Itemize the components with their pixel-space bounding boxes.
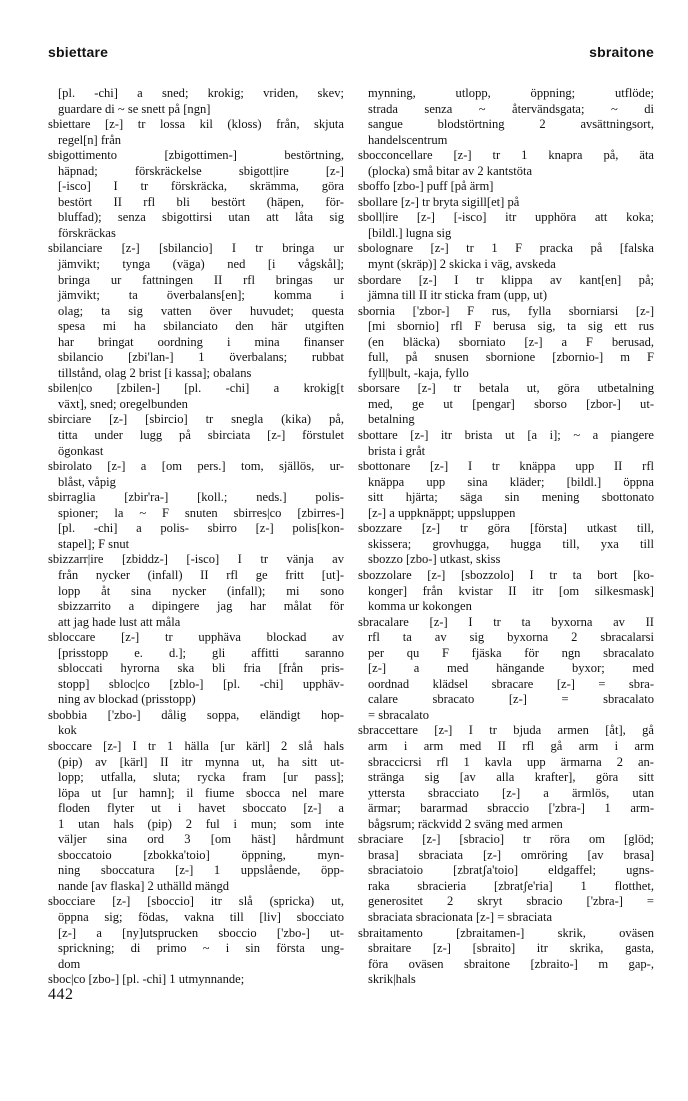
dictionary-entry [358, 568, 654, 615]
dictionary-entry [48, 117, 344, 148]
entry-line: sbocciare [z-] [sboccio] itr slå (spricka) ut, [48, 894, 344, 909]
dictionary-entry [358, 179, 654, 195]
entry-line: förskräckas [58, 225, 116, 240]
entry-line: ögonkast [58, 443, 104, 458]
entry-line: titta under lugg på sbirciata [z-] förstulet [58, 428, 344, 443]
entry-line: sbozzo [zbo-] utkast, skiss [368, 552, 501, 567]
entry-line: sprickning; di primo ~ i sin första ung- [58, 941, 344, 956]
entry-line: sbigottimento [zbigottimen-] bestörtning, [48, 148, 344, 163]
dictionary-entry [48, 490, 344, 552]
entry-line: sbloccati hyrorna ska bli fria [från pris- [58, 661, 344, 676]
dictionary-entry [48, 708, 344, 739]
entry-line: bestört II rfl bli bestört (häpen, för- [58, 194, 344, 209]
entry-line: stränga sig [av alla krafter], göra sitt [368, 770, 654, 785]
entry-line: [-isco] I tr förskräcka, skrämma, göra [58, 179, 344, 194]
entry-line: stapel]; F snut [58, 536, 130, 551]
dictionary-entry [48, 412, 344, 459]
entry-line: nande [av flaska] 2 uthälld mängd [58, 878, 230, 893]
entry-line: sbizzarrito a dipingere jag har målat för [58, 599, 344, 614]
entry-line: floden flyter ut i havet sboccato [z-] a [58, 801, 344, 816]
entry-line: bågsrum; räckvidd 2 sväng med armen [368, 816, 563, 831]
entry-line: sbozzolare [z-] [sbozzolo] I tr ta bort [ko- [358, 567, 654, 582]
entry-line: generositet 2 skryt sbracio ['zbra-] = [368, 894, 654, 909]
running-header [48, 44, 654, 60]
right-column [358, 86, 654, 988]
dictionary-entry [358, 148, 654, 179]
entry-line: mynt (skräp)] 2 skicka i väg, avskeda [368, 257, 556, 272]
entry-line: [z-] a med hängande byxor; med [368, 661, 654, 676]
entry-line: sbracalare [z-] I tr ta byxorna av II [358, 614, 654, 629]
entry-line: sbraciata sbracionata [z-] = sbraciata [368, 909, 553, 924]
entry-line: sbozzare [z-] tr göra [första] utkast till, [358, 521, 654, 536]
entry-line: sbornia ['zbor-] F rus, fylla sborniarsi [z-] [358, 303, 654, 318]
entry-line: bluffad); senza sbigottirsi utan att låta sig [58, 210, 344, 225]
entry-line: raka sbracieria [zbratʃe'ria] 1 flotthet, [368, 878, 654, 893]
header-left-guide-word: sbiettare [48, 44, 109, 60]
dictionary-entry [48, 241, 344, 381]
entry-line: kok [58, 723, 77, 738]
entry-line: per qu F fjäska för ngn sbracalato [368, 645, 654, 660]
entry-line: (pip) av [kärl] II itr mynna ut, ha sitt ut- [58, 754, 344, 769]
entry-line: jämvikt; ta överbalans[en]; komma i [58, 288, 344, 303]
dictionary-entry [358, 459, 654, 521]
dictionary-entry [48, 739, 344, 894]
entry-line: stopp] sbloc|co [zblo-] [pl. -chi] upphäv- [58, 676, 344, 691]
entry-line: väljer sina ord 3 [om häst] hårdmunt [58, 832, 344, 847]
entry-line: sbraitamento [zbraitamen-] skrik, oväsen [358, 925, 654, 940]
dictionary-entry [48, 894, 344, 972]
dictionary-entry [48, 148, 344, 241]
entry-line: komma ur kokongen [368, 599, 472, 614]
dictionary-entry [48, 86, 344, 117]
dictionary-entry [358, 241, 654, 272]
entry-line: skrik|hals [368, 972, 416, 987]
entry-line: med, ge ut [pengar] sborso [zbor-] ut- [368, 396, 654, 411]
entry-line: jämvikt; tynga (väga) ned [i vågskål]; [58, 257, 344, 272]
dictionary-entry [358, 926, 654, 988]
dictionary-entry [358, 832, 654, 925]
entry-line: löpa ut [ur hamn]; il fiume sbocca nel mare [58, 785, 344, 800]
entry-line: strada senza ~ återvändsgata; ~ di [368, 101, 654, 116]
entry-line: [pl. -chi] a polis- sbirro [z-] polis[kon- [58, 521, 344, 536]
dictionary-entry [358, 195, 654, 211]
entry-line: från nycker (infall) II rfl ge fritt [ut]- [58, 567, 344, 582]
dictionary-entry [358, 428, 654, 459]
entry-line: blåst, våpig [58, 474, 116, 489]
entry-line: handelscentrum [368, 132, 448, 147]
dictionary-entry [48, 972, 344, 988]
entry-line: tillstånd, olag 2 brist [i kassa]; obalans [58, 365, 252, 380]
entry-line: full, på snusen sbornione [zbornio-] m F [368, 350, 654, 365]
entry-line: rfl ta av sig byxorna 2 sbracalarsi [368, 630, 654, 645]
entry-line: föra oväsen sbraitone [zbraito-] m gap-, [368, 956, 654, 971]
left-column [48, 86, 344, 988]
entry-line: knäppa upp sina kläder; [bildl.] öppna [368, 474, 654, 489]
entry-line: öppna sig; födas, vakna till [liv] sbocciato [58, 909, 344, 924]
dictionary-entry [48, 459, 344, 490]
dictionary-entry [358, 723, 654, 832]
entry-line: sboffo [zbo-] puff [på ärm] [358, 179, 494, 194]
entry-line: sbraciatoio [zbratʃa'toio] eldgaffel; ugns- [368, 863, 654, 878]
entry-line: [bildl.] lugna sig [368, 225, 452, 240]
entry-line: sbollare [z-] tr bryta sigill[et] på [358, 194, 520, 209]
entry-line: brista i gråt [368, 443, 426, 458]
entry-line: yttersta sbracciato [z-] a ärmlös, utan [368, 785, 654, 800]
entry-line: sbraccicrsi rfl 1 kavla upp ärmarna 2 an- [368, 754, 654, 769]
dictionary-entry [358, 381, 654, 428]
dictionary-entry [358, 273, 654, 304]
entry-line: skissera; grovhugga, hugga till, yxa till [368, 536, 654, 551]
page-number: 442 [48, 986, 74, 1003]
entry-line: (en bläcka) sborniato [z-] a F berusad, [368, 334, 654, 349]
entry-line: guardare di ~ se snett på [ngn] [58, 101, 211, 116]
entry-line: har bringat oordning i mina finanser [58, 334, 344, 349]
entry-line: sbottonare [z-] I tr knäppa upp II rfl [358, 459, 654, 474]
entry-line: sbilancio [zbi'lan-] 1 överbalans; rubbat [58, 350, 344, 365]
entry-line: brasa] sbraciata [z-] omröring [av brasa] [368, 847, 654, 862]
dictionary-entry [358, 86, 654, 148]
entry-line: sbordare [z-] I tr klippa av kant[en] på; [358, 272, 654, 287]
entry-line: sbocconcellare [z-] tr 1 knapra på, äta [358, 148, 654, 163]
entry-line: calare sbracato [z-] = sbracalato [368, 692, 654, 707]
entry-line: 1 utan hals (pip) 2 ful i mun; som inte [58, 816, 344, 831]
entry-line: sbirciare [z-] [sbircio] tr snegla (kika) på, [48, 412, 344, 427]
entry-line: [pl. -chi] a sned; krokig; vriden, skev; [58, 86, 344, 100]
header-right-guide-word: sbraitone [589, 44, 654, 60]
entry-line: sbirraglia [zbir'ra-] [koll.; neds.] polis- [48, 490, 344, 505]
entry-line: sbiettare [z-] tr lossa kil (kloss) från, skjuta [48, 117, 344, 132]
entry-line: [z-] a [ny]utsprucken sboccio ['zbo-] ut- [58, 925, 344, 940]
dictionary-entry [358, 615, 654, 724]
entry-line: dom [58, 956, 81, 971]
entry-line: sborsare [z-] tr betala ut, göra utbetalning [358, 381, 654, 396]
entry-line: sbloccare [z-] tr upphäva blockad av [48, 630, 344, 645]
entry-line: häpnad; förskräckelse sbigott|ire [z-] [58, 163, 344, 178]
entry-line: sbraccettare [z-] I tr bjuda armen [åt], gå [358, 723, 654, 738]
entry-line: spesa mi ha sbilanciato den här utgiften [58, 319, 344, 334]
entry-line: [mi sbornio] rfl F berusa sig, ta sig ett rus [368, 319, 654, 334]
entry-line: oordnad klädsel sbracare [z-] = sbra- [368, 676, 654, 691]
entry-line: sbraciare [z-] [sbracio] tr röra om [glöd; [358, 832, 654, 847]
entry-line: lopp åt sina nycker (infall); mi sono [58, 583, 344, 598]
entry-line: sboll|ire [z-] [-isco] itr upphöra att koka; [358, 210, 654, 225]
entry-line: lopp; utfalla, sluta; rycka fram [ur pass]; [58, 770, 344, 785]
entry-line: växt], sned; oregelbunden [58, 396, 188, 411]
entry-line: sboccare [z-] I tr 1 hälla [ur kärl] 2 slå hals [48, 738, 344, 753]
entry-line: [z-] a uppknäppt; uppsluppen [368, 505, 516, 520]
entry-line: konger] från kvistar II itr [om silkesmask] [368, 583, 654, 598]
entry-line: spioner; la ~ F snuten sbirres|co [zbirres-] [58, 505, 344, 520]
dictionary-entry [358, 210, 654, 241]
entry-line: sboc|co [zbo-] [pl. -chi] 1 utmynnande; [48, 972, 245, 987]
entry-line: bringa ur fattningen II rfl bringas ur [58, 272, 344, 287]
entry-line: sbolognare [z-] tr 1 F pracka på [falska [358, 241, 654, 256]
entry-line: arm i arm med II rfl gå arm i arm [368, 738, 654, 753]
entry-line: sbirolato [z-] a [om pers.] tom, själlös, ur- [48, 459, 344, 474]
dictionary-entry [358, 521, 654, 568]
entry-line: sbilen|co [zbilen-] [pl. -chi] a krokig[t [48, 381, 344, 396]
entry-line: betalning [368, 412, 415, 427]
entry-line: sbizzarr|ire [zbiddz-] [-isco] I tr vänja av [48, 552, 344, 567]
dictionary-entry [48, 630, 344, 708]
entry-line: ning av blockad (prisstopp) [58, 692, 196, 707]
entry-line: jämna till II itr sticka fram (upp, ut) [368, 288, 548, 303]
entry-line: (plocka) små bitar av 2 kantstöta [368, 163, 533, 178]
entry-line: sbilanciare [z-] [sbilancio] I tr bringa ur [48, 241, 344, 256]
entry-line: att jag hade lust att måla [58, 614, 181, 629]
entry-line: ning sboccatura [z-] 1 uppslående, öpp- [58, 863, 344, 878]
entry-line: [prisstopp e. d.]; gli affitti saranno [58, 645, 344, 660]
entry-line: mynning, utlopp, öppning; utflöde; [368, 86, 654, 100]
text-columns [48, 86, 654, 988]
dictionary-entry [358, 304, 654, 382]
dictionary-entry [48, 381, 344, 412]
entry-line: sbobbia ['zbo-] dålig soppa, eländigt hop- [48, 707, 344, 722]
entry-line: ärmar; bararmad sbraccio ['zbra-] 1 arm- [368, 801, 654, 816]
dictionary-entry [48, 552, 344, 630]
entry-line: fyll|bult, -kaja, fyllo [368, 365, 469, 380]
entry-line: olag; ta sig vatten över huvudet; questa [58, 303, 344, 318]
entry-line: sitt hjärta; säga sin mening sbottonato [368, 490, 654, 505]
entry-line: sboccatoio [zbokka'toio] öppning, myn- [58, 847, 344, 862]
entry-line: regel[n] från [58, 132, 122, 147]
entry-line: = sbracalato [368, 707, 430, 722]
entry-line: sangue blodstörtning 2 avsättningsort, [368, 117, 654, 132]
entry-line: sbottare [z-] itr brista ut [a i]; ~ a piangere [358, 428, 654, 443]
entry-line: sbraitare [z-] [sbraito] itr skrika, gasta, [368, 941, 654, 956]
